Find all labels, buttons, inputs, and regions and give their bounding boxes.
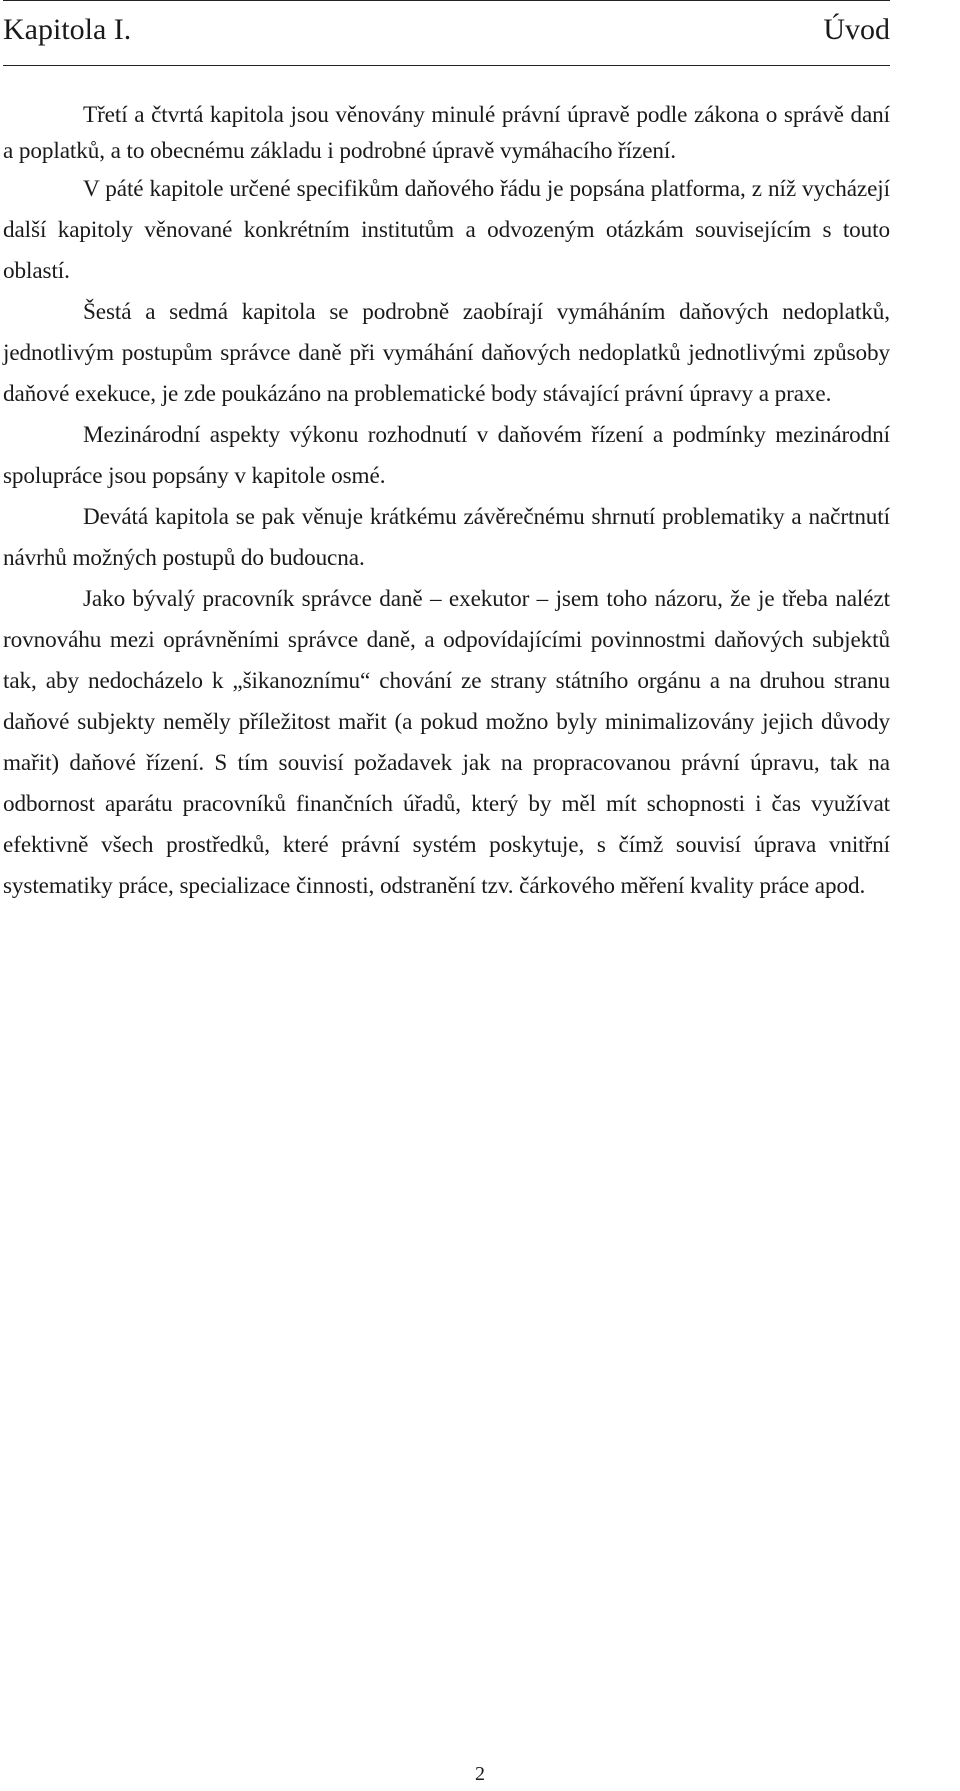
- paragraph: Třetí a čtvrtá kapitola jsou věnovány minulé právní úpravě podle zákona o správě daní a poplatků, a to obecnému základu i podrobné úpravě vymáhacího řízení.: [3, 102, 890, 164]
- page-header: [3, 0, 890, 66]
- document-body: [3, 97, 890, 907]
- page-number: 2: [475, 1763, 485, 1785]
- paragraph: Devátá kapitola se pak věnuje krátkému závěrečnému shrnutí problematiky a načrtnutí návrhů možných postupů do budoucna.: [3, 504, 890, 571]
- paragraph: Šestá a sedmá kapitola se podrobně zaobírají vymáháním daňových nedoplatků, jednotlivým postupům správce daně při vymáhání daňových nedoplatků jednotlivými způsoby daňové exekuce, je zde poukázáno na problematické body stávající právní úpravy a praxe.: [3, 299, 890, 407]
- paragraph: Jako bývalý pracovník správce daně – exekutor – jsem toho názoru, že je třeba nalézt rovnováhu mezi oprávněními správce daně, a odpovídajícími povinnostmi daňových subjektů tak, aby nedocházelo k „šikanoznímu“ chování ze strany státního orgánu a na druhou stranu daňové subjekty neměly příležitost mařit (a pokud možno byly minimalizovány jejich důvody mařit) daňové řízení. S tím souvisí požadavek jak na propracovanou právní úpravu, tak na odbornost aparátu pracovníků finančních úřadů, který by měl mít schopnosti i čas využívat efektivně všech prostředků, které právní systém poskytuje, s čímž souvisí úprava vnitřní systematiky práce, specializace činnosti, odstranění tzv. čárkového měření kvality práce apod.: [3, 586, 890, 899]
- chapter-label: Kapitola I.: [3, 13, 132, 46]
- paragraph: V páté kapitole určené specifikům daňového řádu je popsána platforma, z níž vycházejí další kapitoly věnované konkrétním institutům a odvozeným otázkám souvisejícím s touto oblastí.: [3, 176, 890, 284]
- paragraph: Mezinárodní aspekty výkonu rozhodnutí v daňovém řízení a podmínky mezinárodní spolupráce jsou popsány v kapitole osmé.: [3, 422, 890, 489]
- chapter-title: Úvod: [823, 13, 890, 46]
